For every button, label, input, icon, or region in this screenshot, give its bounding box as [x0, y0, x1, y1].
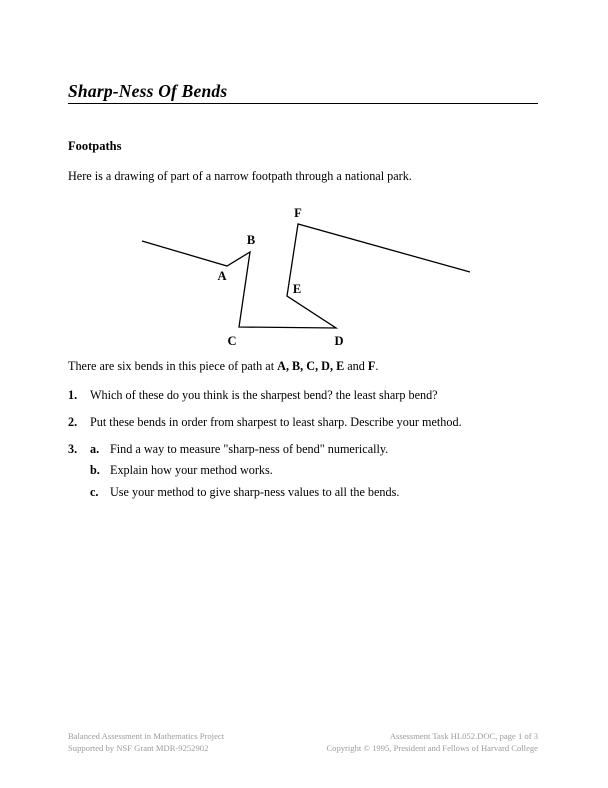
footer-right: [326, 731, 538, 754]
question-3a-label: a.: [90, 442, 100, 456]
statement-bold-last: F: [367, 359, 376, 373]
intro-paragraph: Here is a drawing of part of a narrow footpath through a national park.: [68, 169, 412, 183]
section-heading: Footpaths: [68, 139, 122, 153]
statement-prefix: There are six bends in this piece of path at: [68, 359, 278, 373]
question-3a-text: Find a way to measure "sharp-ness of bend" numerically.: [110, 442, 389, 456]
statement-end: .: [375, 359, 379, 373]
question-1-number: 1.: [68, 388, 78, 402]
footer-right-line-1: Assessment Task HL052.DOC, page 1 of 3: [389, 731, 538, 741]
vertex-label-e: E: [292, 282, 302, 296]
question-3c-label: c.: [90, 485, 99, 499]
vertex-label-d: D: [334, 334, 344, 348]
vertex-label-b: B: [246, 233, 256, 247]
footer-left-line-1: Balanced Assessment in Mathematics Project: [68, 731, 225, 741]
statement-bold-labels: A, B, C, D, E: [277, 359, 345, 373]
title-underline-rule: [68, 103, 538, 104]
footer-left-line-2: Supported by NSF Grant MDR-9252902: [68, 742, 209, 753]
bends-statement: [68, 359, 378, 374]
footpath-polyline: [142, 224, 470, 328]
question-1-text: Which of these do you think is the sharpest bend? the least sharp bend?: [90, 388, 438, 402]
vertex-label-c: C: [227, 334, 237, 348]
question-3b-label: b.: [90, 463, 100, 477]
page-title: Sharp-Ness Of Bends: [68, 81, 228, 101]
question-2-text: Put these bends in order from sharpest to least sharp. Describe your method.: [90, 415, 462, 429]
question-2-number: 2.: [68, 415, 78, 429]
vertex-label-a: A: [217, 269, 227, 283]
footpath-bends-diagram: [110, 198, 500, 358]
statement-mid: and: [344, 359, 368, 373]
question-3b-text: Explain how your method works.: [110, 463, 273, 477]
question-3c-text: Use your method to give sharp-ness values to all the bends.: [110, 485, 400, 499]
question-3-number: 3.: [68, 442, 78, 456]
footer-right-line-2: Copyright © 1995, President and Fellows of Harvard College: [326, 742, 538, 753]
vertex-label-f: F: [294, 206, 302, 220]
vertex-label-group: [217, 206, 343, 348]
footer-left: [68, 731, 224, 754]
